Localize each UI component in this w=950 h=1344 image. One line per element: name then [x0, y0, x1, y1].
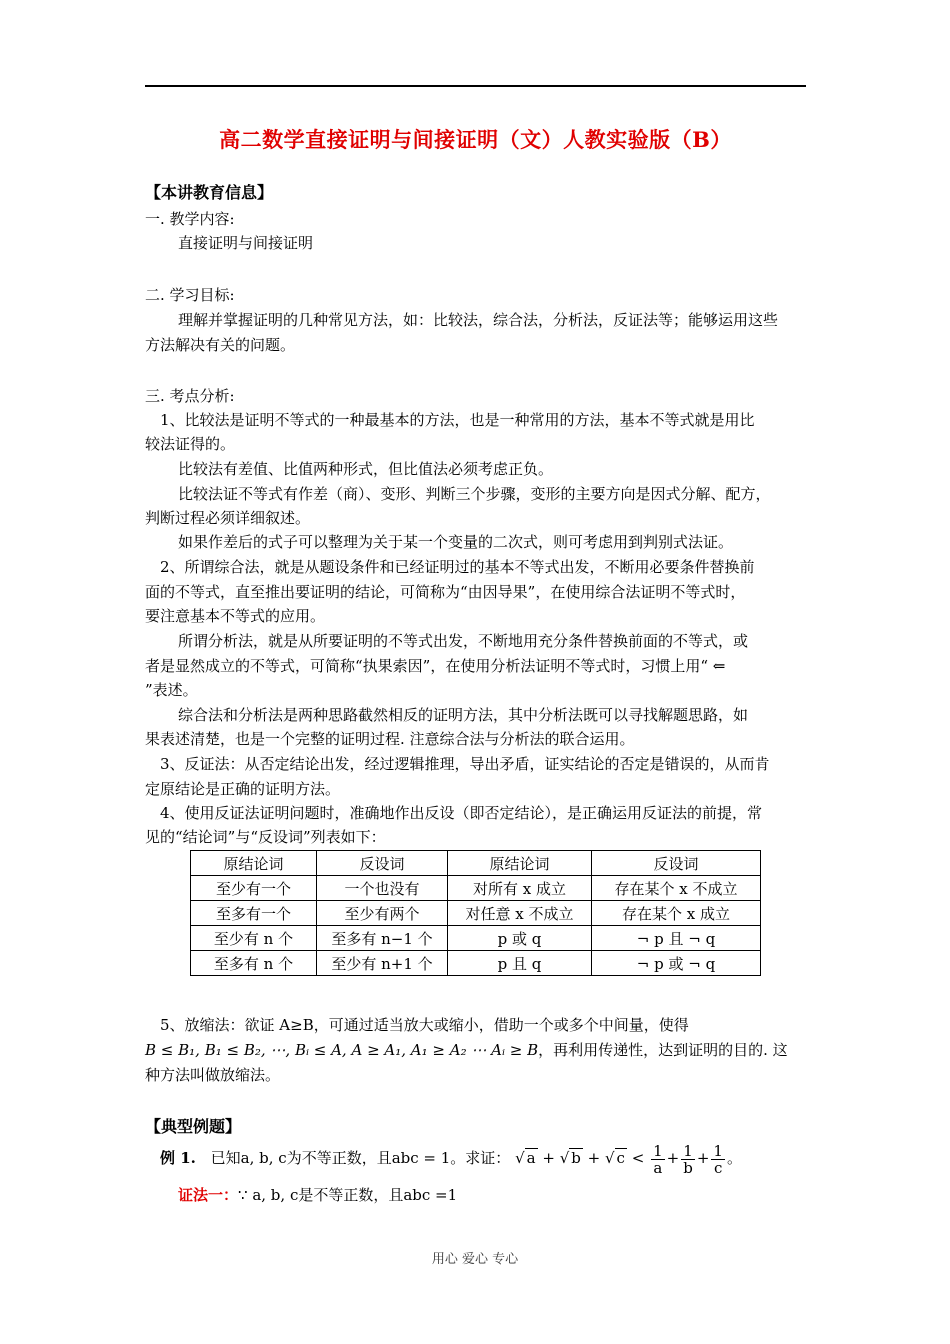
- p2-line-2: 面的不等式，直至推出要证明的结论，可简称为“由因导果”，在使用综合法证明不等式时，: [145, 583, 746, 601]
- p5-line-1: 5、放缩法：欲证 A≥B，可通过适当放大或缩小，借助一个或多个中间量，使得: [160, 1016, 689, 1034]
- p2-line-1: 2、所谓综合法，就是从题设条件和已经证明过的基本不等式出发，不断用必要条件替换前: [160, 558, 755, 576]
- page-title: 高二数学直接证明与间接证明（文）人教实验版（B）: [219, 127, 732, 152]
- p2-line-8: 果表述清楚，也是一个完整的证明过程. 注意综合法与分析法的联合运用。: [145, 730, 635, 748]
- table-cell: 至多有 n−1 个: [317, 926, 448, 951]
- p5-line-3: 种方法叫做放缩法。: [145, 1066, 281, 1084]
- table-row: [191, 926, 761, 951]
- table-header-cell: 反设词: [317, 851, 448, 876]
- fraction-1-over-a: $\frac{1}{a}$: [653, 1141, 663, 1177]
- example-1-text: 已知a, b, c为不等正数，且abc = 1。求证：: [210, 1149, 511, 1167]
- table-cell: 对任意 x 不成立: [448, 901, 592, 926]
- p2-line-4: 所谓分析法，就是从所要证明的不等式出发，不断地用充分条件替换前面的不等式，或: [178, 632, 749, 650]
- p2-line-3: 要注意基本不等式的应用。: [145, 607, 326, 625]
- table-row: [191, 951, 761, 976]
- table-cell: 至少有 n+1 个: [317, 951, 448, 976]
- page-footer: 用心 爱心 专心: [431, 1252, 519, 1267]
- p4-line-2: 见的“结论词”与“反设词”列表如下：: [145, 828, 386, 846]
- p1-line-6: 如果作差后的式子可以整理为关于某一个变量的二次式，则可考虑用到判别式法证。: [178, 533, 734, 551]
- s2-body-2: 方法解决有关的问题。: [145, 336, 296, 354]
- table-header-cell: 原结论词: [191, 851, 317, 876]
- p5-line-2: [145, 1039, 788, 1061]
- inequality-chain: B ≤ B₁, B₁ ≤ B₂, ⋯, Bᵢ ≤ A, A ≥ A₁, A₁ ≥ A₂ ⋯ Aᵢ ≥ B: [145, 1041, 539, 1059]
- table-header-cell: 原结论词: [448, 851, 592, 876]
- table-cell: ¬ p 或 ¬ q: [592, 951, 761, 976]
- less-than-sign: <: [631, 1149, 645, 1167]
- p4-line-1: 4、使用反证法证明问题时，准确地作出反设（即否定结论），是正确运用反证法的前提，常: [160, 804, 763, 822]
- table-header-row: [191, 851, 761, 876]
- table-cell: 至少有两个: [317, 901, 448, 926]
- p2-line-7: 综合法和分析法是两种思路截然相反的证明方法，其中分析法既可以寻找解题思路，如: [178, 706, 749, 724]
- table-cell: 一个也没有: [317, 876, 448, 901]
- p3-line-2: 定原结论是正确的证明方法。: [145, 780, 341, 798]
- table-cell: ¬ p 且 ¬ q: [592, 926, 761, 951]
- table-cell: 存在某个 x 成立: [592, 901, 761, 926]
- s2-label: 二. 学习目标:: [145, 286, 235, 304]
- fraction-1-over-c: $\frac{1}{c}$: [713, 1141, 723, 1177]
- table-cell: 存在某个 x 不成立: [592, 876, 761, 901]
- table-cell: 对所有 x 成立: [448, 876, 592, 901]
- p1-line-1: 1、比较法是证明不等式的一种最基本的方法，也是一种常用的方法，基本不等式就是用比: [160, 411, 755, 429]
- s3-label: 三. 考点分析:: [145, 387, 235, 405]
- header-rule: [145, 85, 806, 87]
- proof-1-label: 证法一：: [178, 1186, 239, 1204]
- table-cell: 至少有一个: [191, 876, 317, 901]
- proof-1: [178, 1184, 457, 1206]
- table-header-cell: 反设词: [592, 851, 761, 876]
- sqrt-c: √ c: [604, 1149, 625, 1167]
- p2-line-5: 者是显然成立的不等式，可简称“执果索因”，在使用分析法证明不等式时，习惯上用“ ⇐: [145, 657, 726, 675]
- sqrt-b: √ b: [559, 1149, 581, 1167]
- p1-line-3: 比较法有差值、比值两种形式，但比值法必须考虑正负。: [178, 460, 554, 478]
- p1-line-5: 判断过程必须详细叙述。: [145, 509, 311, 527]
- p3-line-1: 3、反证法：从否定结论出发，经过逻辑推理，导出矛盾，证实结论的否定是错误的，从而肯: [160, 755, 770, 773]
- table-row: [191, 876, 761, 901]
- s1-body: 直接证明与间接证明: [178, 234, 314, 252]
- example-1-label: 例 1.: [160, 1149, 196, 1167]
- examples-heading: 【典型例题】: [145, 1117, 242, 1136]
- p1-line-2: 较法证得的。: [145, 435, 236, 453]
- table-row: [191, 901, 761, 926]
- table-cell: 至多有 n 个: [191, 951, 317, 976]
- table-cell: p 或 q: [448, 926, 592, 951]
- conclusion-negation-table: [190, 850, 761, 976]
- proof-1-text: ∵ a, b, c是不等正数，且abc =1: [238, 1186, 458, 1204]
- s1-label: 一. 教学内容:: [145, 210, 235, 228]
- p1-line-4: 比较法证不等式有作差（商）、变形、判断三个步骤，变形的主要方向是因式分解、配方，: [178, 485, 771, 503]
- table-cell: p 且 q: [448, 951, 592, 976]
- fraction-1-over-b: $\frac{1}{b}$: [683, 1141, 693, 1177]
- example-1-end: 。: [726, 1149, 742, 1167]
- example-1: 例 1. 已知a, b, c为不等正数，且abc = 1。求证： √ a + √ b + √ c < $\frac{1}{a}$ + $\frac{1}{b}$ + $\frac{1}{c}$ 。: [160, 1141, 742, 1177]
- section-info-heading: 【本讲教育信息】: [145, 183, 274, 202]
- s2-body-1: 理解并掌握证明的几种常见方法，如：比较法，综合法，分析法，反证法等；能够运用这些: [178, 311, 779, 329]
- sqrt-a: √ a: [515, 1149, 536, 1167]
- p5-line-2-text: ，再利用传递性，达到证明的目的. 这: [538, 1041, 788, 1059]
- p2-line-6: ”表述。: [145, 681, 198, 699]
- table-cell: 至少有 n 个: [191, 926, 317, 951]
- table-cell: 至多有一个: [191, 901, 317, 926]
